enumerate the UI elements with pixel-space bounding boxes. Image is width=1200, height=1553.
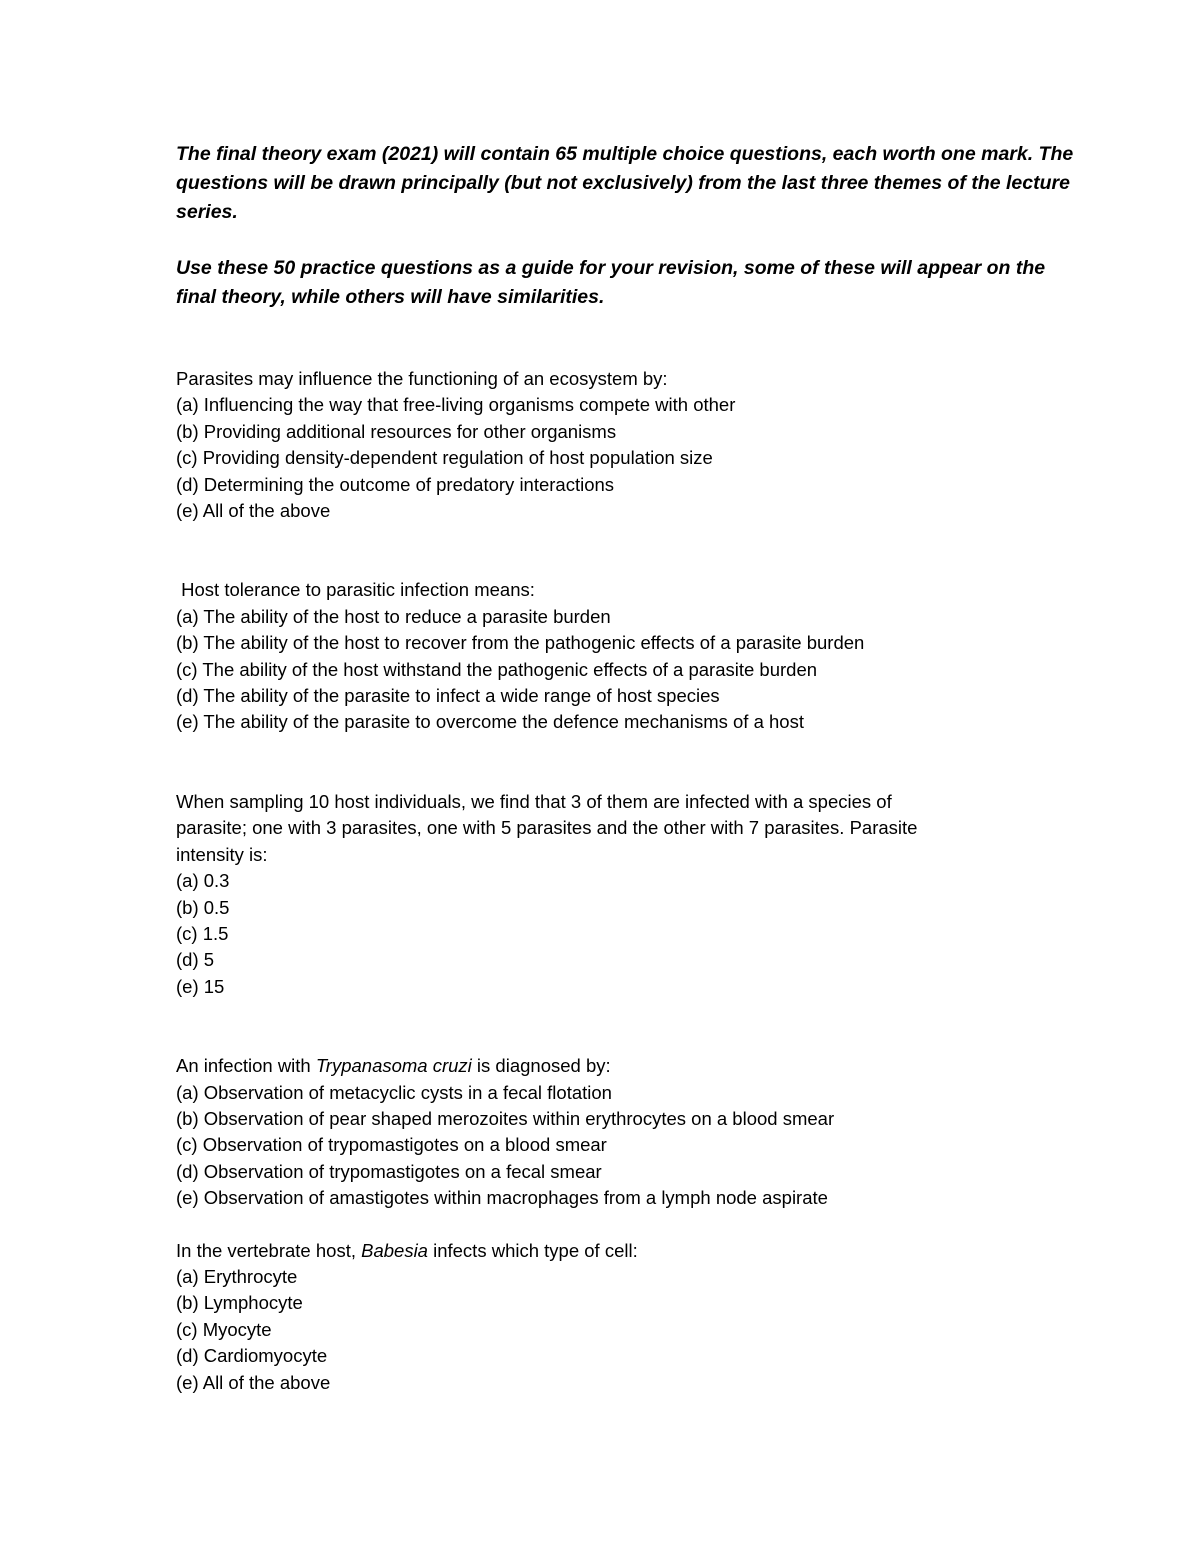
option-b: (b) 0.5 [176,896,230,918]
stem-text-before: In the vertebrate host, [176,1239,362,1261]
option-d: (d) Determining the outcome of predatory interactions [176,473,615,495]
question-stem-line-3: intensity is: [176,843,268,865]
species-name: Babesia [361,1239,428,1261]
option-a: (a) Observation of metacyclic cysts in a fecal flotation [176,1081,612,1103]
option-e: (e) The ability of the parasite to overcome the defence mechanisms of a host [176,711,804,733]
option-b: (b) Providing additional resources for other organisms [176,420,617,442]
option-c: (c) Observation of trypomastigotes on a blood smear [176,1134,607,1156]
document-page [176,140,1076,1396]
option-b: (b) Observation of pear shaped merozoites within erythrocytes on a blood smear [176,1107,835,1129]
question-stem: Parasites may influence the functioning of an ecosystem by: [176,368,668,389]
question-stem [176,1053,1076,1079]
option-d: (d) Cardiomyocyte [176,1345,328,1367]
option-e: (e) 15 [176,975,225,997]
question-stem [176,1238,1076,1264]
option-c: (c) 1.5 [176,922,229,944]
option-e: (e) Observation of amastigotes within macrophages from a lymph node aspirate [176,1187,828,1209]
stem-text-after: is diagnosed by: [471,1055,611,1077]
intro-paragraph-exam-info: The final theory exam (2021) will contain 65 multiple choice questions, each worth one mark. The questions will be drawn principally (but not exclusively) from the last three themes of the lecture series. [176,143,1074,223]
option-b: (b) Lymphocyte [176,1292,303,1314]
question-babesia-cell-type [176,1238,1076,1396]
question-host-tolerance [176,577,1076,735]
option-d: (d) The ability of the parasite to infect a wide range of host species [176,685,720,707]
species-name: Trypanasoma cruzi [315,1055,472,1077]
option-e: (e) All of the above [176,1371,331,1393]
option-d: (d) 5 [176,949,215,971]
option-a: (a) Erythrocyte [176,1265,298,1287]
question-trypanosoma-diagnosis [176,1053,1076,1211]
option-d: (d) Observation of trypomastigotes on a fecal smear [176,1160,602,1182]
question-parasite-intensity [176,789,1076,1000]
stem-text-after: infects which type of cell: [427,1239,638,1261]
intro-paragraph-practice-guide: Use these 50 practice questions as a guide for your revision, some of these will appear on the final theory, while others will have similarities. [176,257,1046,308]
option-a: (a) 0.3 [176,870,230,892]
option-c: (c) The ability of the host withstand the pathogenic effects of a parasite burden [176,658,818,680]
option-b: (b) The ability of the host to recover from the pathogenic effects of a parasite burden [176,632,865,654]
question-stem-line-2: parasite; one with 3 parasites, one with 5 parasites and the other with 7 parasites. Parasite [176,817,918,839]
option-c: (c) Providing density-dependent regulation of host population size [176,447,713,469]
question-ecosystem-functioning [176,366,1076,524]
stem-text-before: An infection with [176,1055,316,1077]
question-stem: Host tolerance to parasitic infection means: [176,579,535,601]
option-a: (a) The ability of the host to reduce a parasite burden [176,605,611,627]
question-stem-line-1: When sampling 10 host individuals, we find that 3 of them are infected with a species of [176,790,892,812]
option-a: (a) Influencing the way that free-living organisms compete with other [176,394,736,416]
option-e: (e) All of the above [176,500,331,522]
option-c: (c) Myocyte [176,1318,272,1340]
